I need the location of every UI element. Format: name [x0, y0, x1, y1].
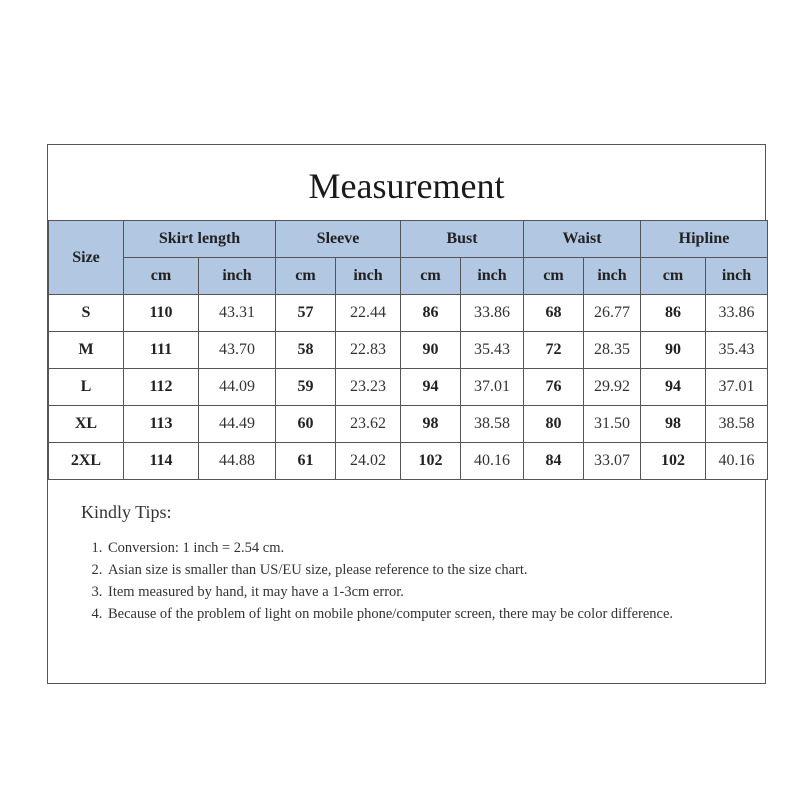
group-header-bust: Bust: [401, 221, 524, 258]
table-row: [49, 443, 768, 480]
table-row: [49, 369, 768, 406]
cm-value-cell: 58: [276, 332, 336, 369]
tip-item: 3. Item measured by hand, it may have a 1-3cm error.: [106, 581, 745, 603]
cm-value-cell: 68: [524, 295, 584, 332]
page-title: Measurement: [308, 166, 505, 206]
tip-item: 1. Conversion: 1 inch = 2.54 cm.: [106, 537, 745, 559]
cm-value-cell: 59: [276, 369, 336, 406]
cm-value-cell: 98: [641, 406, 706, 443]
kindly-tips: [81, 502, 745, 625]
cm-value-cell: 61: [276, 443, 336, 480]
inch-value-cell: 44.88: [199, 443, 276, 480]
size-chart-sheet: [47, 144, 766, 684]
cm-value-cell: 86: [641, 295, 706, 332]
table-body: [49, 295, 768, 480]
size-header: Size: [49, 221, 124, 295]
inch-value-cell: 33.07: [584, 443, 641, 480]
inch-value-cell: 22.44: [336, 295, 401, 332]
cm-value-cell: 60: [276, 406, 336, 443]
group-header-sleeve: Sleeve: [276, 221, 401, 258]
inch-value-cell: 28.35: [584, 332, 641, 369]
inch-value-cell: 29.92: [584, 369, 641, 406]
size-table: [48, 220, 768, 480]
group-header-hipline: Hipline: [641, 221, 768, 258]
cm-value-cell: 114: [124, 443, 199, 480]
unit-header-inch: inch: [336, 258, 401, 295]
size-cell: M: [49, 332, 124, 369]
header-row-units: [49, 258, 768, 295]
cm-value-cell: 90: [401, 332, 461, 369]
inch-value-cell: 31.50: [584, 406, 641, 443]
tip-item: 2. Asian size is smaller than US/EU size, please reference to the size chart.: [106, 559, 745, 581]
inch-value-cell: 43.70: [199, 332, 276, 369]
inch-value-cell: 38.58: [706, 406, 768, 443]
cm-value-cell: 80: [524, 406, 584, 443]
cm-value-cell: 98: [401, 406, 461, 443]
inch-value-cell: 43.31: [199, 295, 276, 332]
tips-list: [81, 537, 745, 625]
inch-value-cell: 33.86: [706, 295, 768, 332]
unit-header-cm: cm: [401, 258, 461, 295]
header-row-groups: [49, 221, 768, 258]
inch-value-cell: 23.23: [336, 369, 401, 406]
cm-value-cell: 86: [401, 295, 461, 332]
table-row: [49, 332, 768, 369]
cm-value-cell: 72: [524, 332, 584, 369]
unit-header-inch: inch: [706, 258, 768, 295]
group-header-skirt-length: Skirt length: [124, 221, 276, 258]
cm-value-cell: 84: [524, 443, 584, 480]
inch-value-cell: 44.09: [199, 369, 276, 406]
inch-value-cell: 26.77: [584, 295, 641, 332]
cm-value-cell: 110: [124, 295, 199, 332]
cm-value-cell: 111: [124, 332, 199, 369]
cm-value-cell: 94: [401, 369, 461, 406]
size-cell: S: [49, 295, 124, 332]
unit-header-cm: cm: [124, 258, 199, 295]
inch-value-cell: 35.43: [706, 332, 768, 369]
cm-value-cell: 102: [401, 443, 461, 480]
size-cell: 2XL: [49, 443, 124, 480]
size-cell: L: [49, 369, 124, 406]
table-row: [49, 295, 768, 332]
unit-header-cm: cm: [641, 258, 706, 295]
inch-value-cell: 33.86: [461, 295, 524, 332]
inch-value-cell: 37.01: [706, 369, 768, 406]
inch-value-cell: 40.16: [706, 443, 768, 480]
cm-value-cell: 94: [641, 369, 706, 406]
cm-value-cell: 90: [641, 332, 706, 369]
tip-item: 4. Because of the problem of light on mobile phone/computer screen, there may be color difference.: [106, 603, 745, 625]
cm-value-cell: 57: [276, 295, 336, 332]
inch-value-cell: 44.49: [199, 406, 276, 443]
size-cell: XL: [49, 406, 124, 443]
inch-value-cell: 23.62: [336, 406, 401, 443]
table-row: [49, 406, 768, 443]
cm-value-cell: 113: [124, 406, 199, 443]
inch-value-cell: 40.16: [461, 443, 524, 480]
inch-value-cell: 22.83: [336, 332, 401, 369]
inch-value-cell: 24.02: [336, 443, 401, 480]
unit-header-inch: inch: [584, 258, 641, 295]
inch-value-cell: 37.01: [461, 369, 524, 406]
cm-value-cell: 102: [641, 443, 706, 480]
unit-header-inch: inch: [461, 258, 524, 295]
cm-value-cell: 112: [124, 369, 199, 406]
unit-header-inch: inch: [199, 258, 276, 295]
group-header-waist: Waist: [524, 221, 641, 258]
tips-heading: Kindly Tips:: [81, 502, 172, 522]
unit-header-cm: cm: [276, 258, 336, 295]
inch-value-cell: 38.58: [461, 406, 524, 443]
inch-value-cell: 35.43: [461, 332, 524, 369]
cm-value-cell: 76: [524, 369, 584, 406]
unit-header-cm: cm: [524, 258, 584, 295]
